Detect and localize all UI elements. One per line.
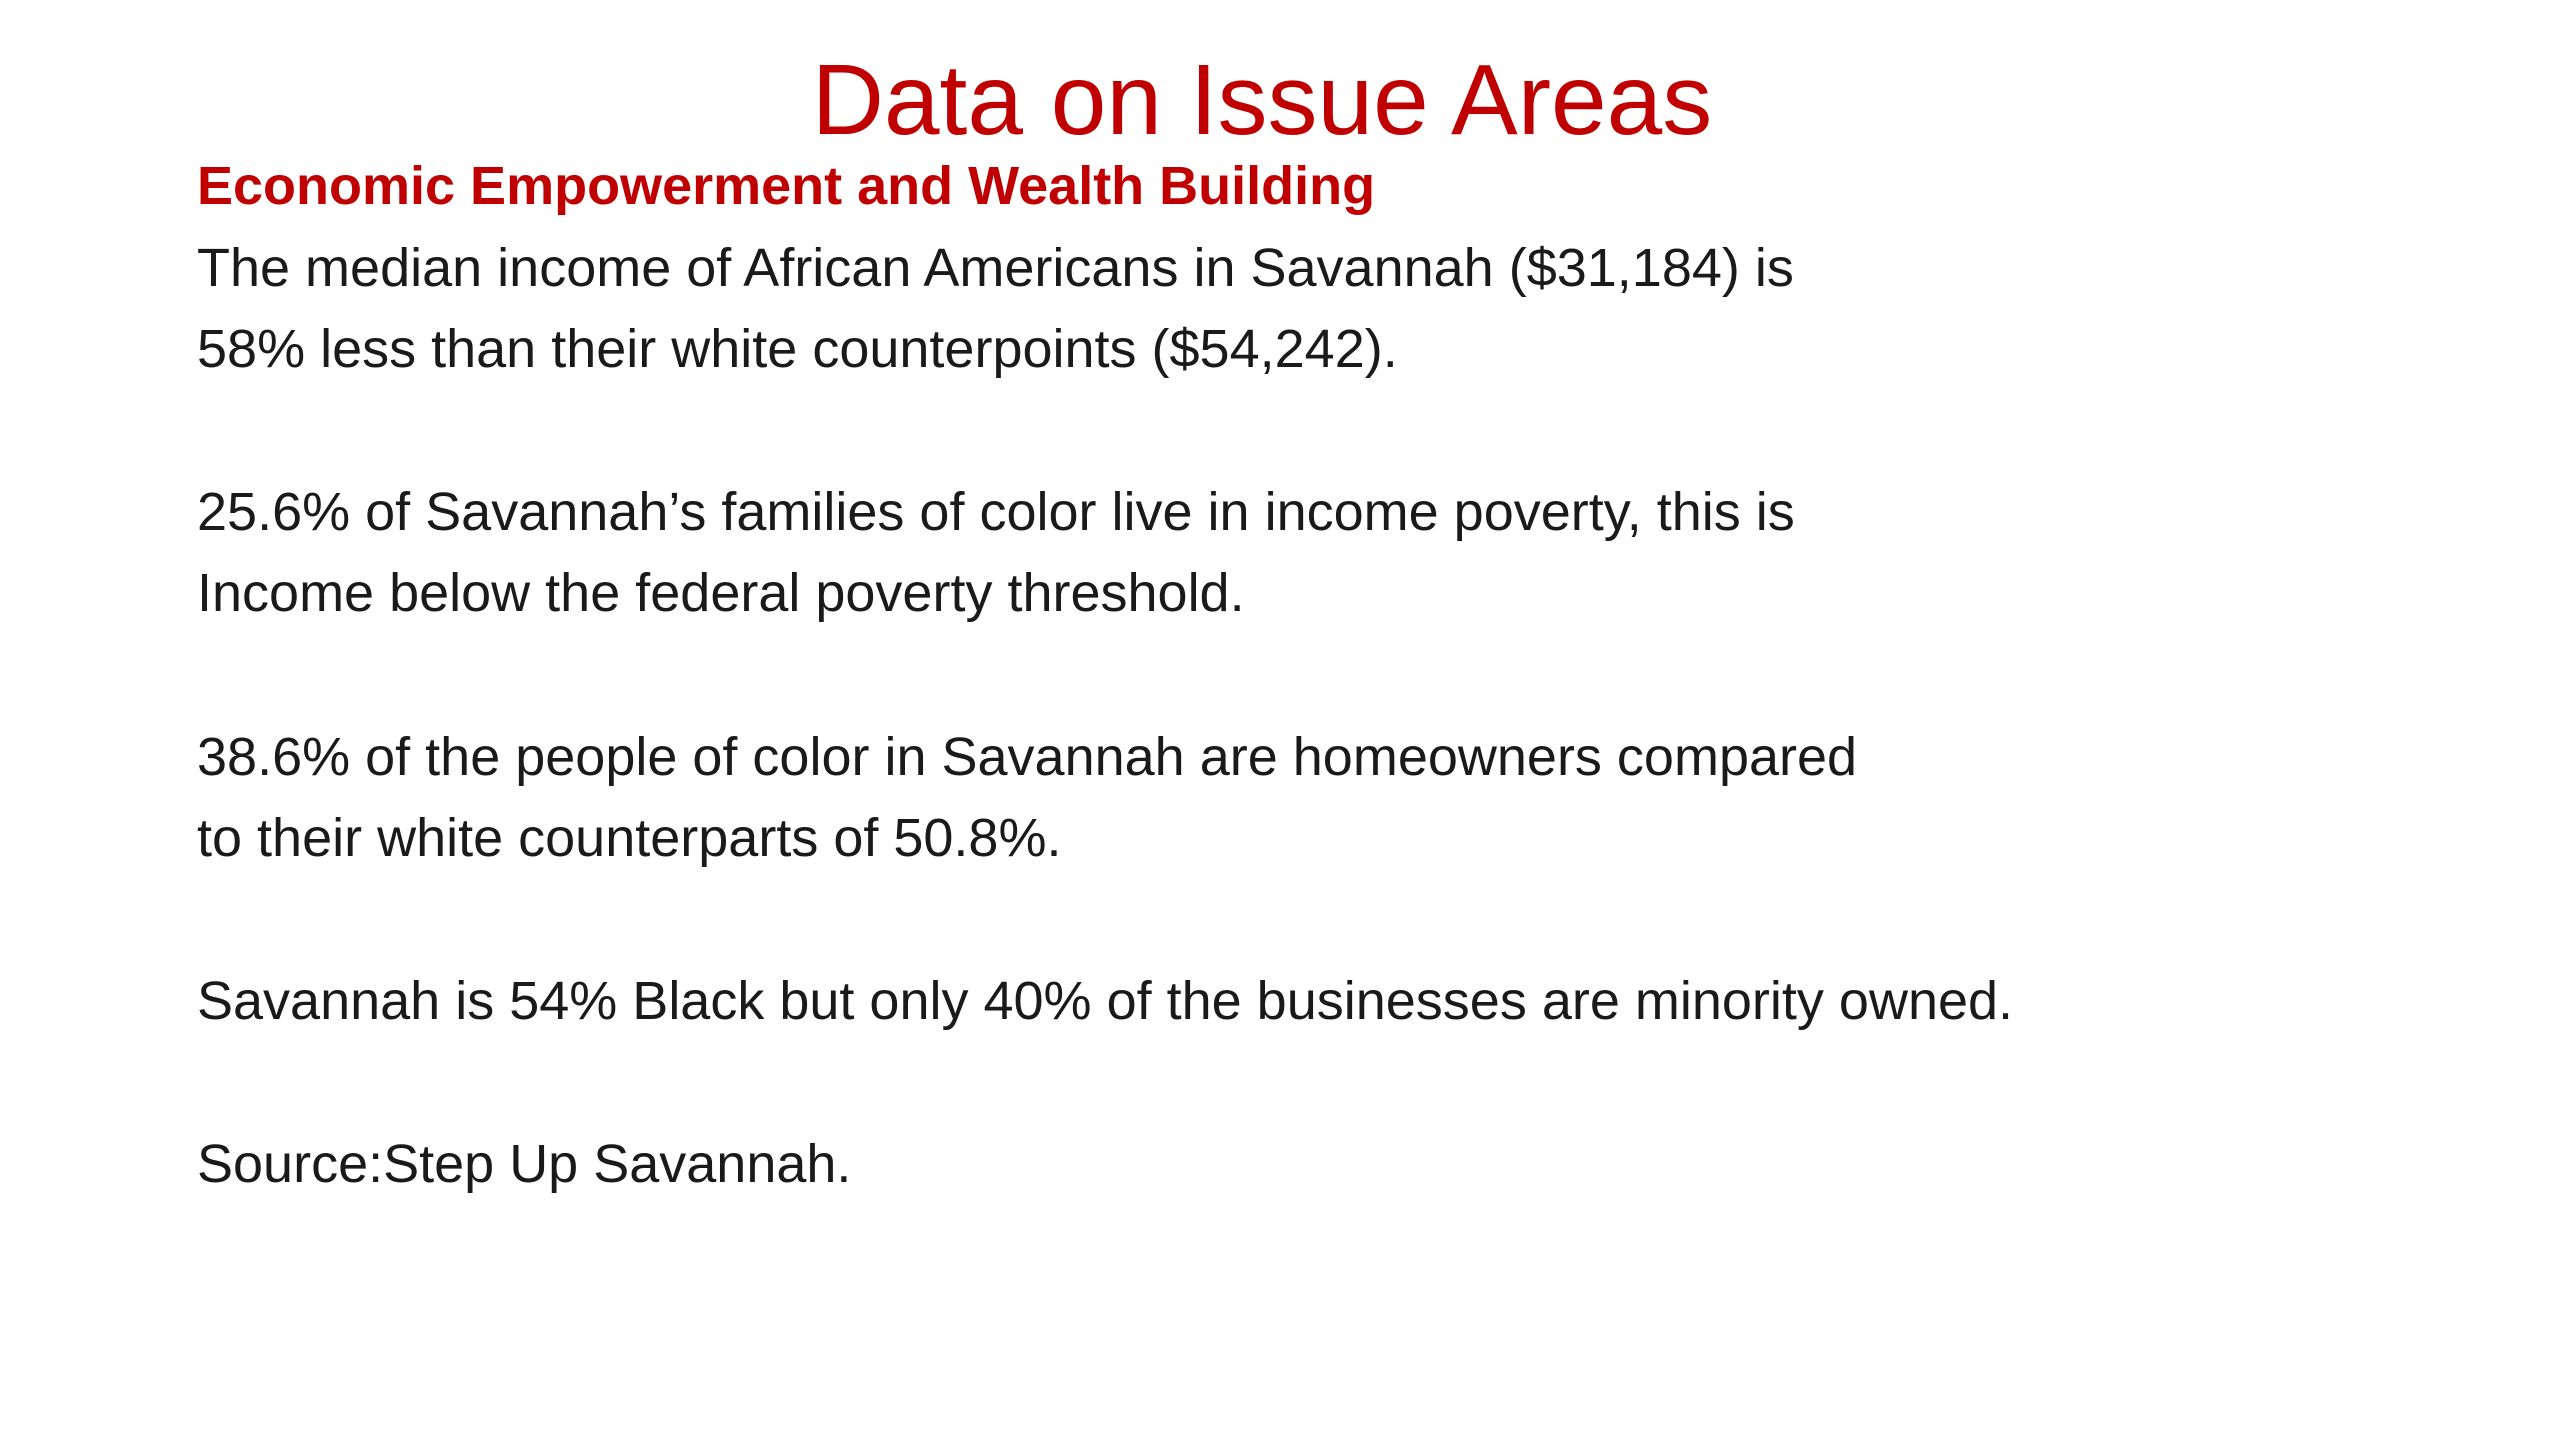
business-ownership-paragraph xyxy=(197,961,2013,1042)
poverty-paragraph xyxy=(197,472,1795,634)
slide-title xyxy=(0,40,2560,160)
paragraph-line: Savannah is 54% Black but only 40% of the businesses are minority owned. xyxy=(197,971,2014,1031)
paragraph-line: Income below the federal poverty threshold. xyxy=(197,563,1245,623)
income-paragraph xyxy=(197,228,1794,390)
paragraph-line: 25.6% of Savannah’s families of color live in income poverty, this is xyxy=(197,482,1795,542)
section-subtitle: Economic Empowerment and Wealth Building xyxy=(197,156,1376,216)
paragraph-line: 58% less than their white counterpoints ($54,242). xyxy=(197,319,1398,379)
slide-title-text: Data on Issue Areas xyxy=(811,44,1713,156)
paragraph-line: The median income of African Americans in Savannah ($31,184) is xyxy=(197,238,1794,298)
paragraph-line: 38.6% of the people of color in Savannah are homeowners compared xyxy=(197,727,1858,787)
homeownership-paragraph xyxy=(197,717,1857,879)
paragraph-line: to their white counterparts of 50.8%. xyxy=(197,808,1062,868)
source-citation: Source:Step Up Savannah. xyxy=(197,1134,852,1194)
